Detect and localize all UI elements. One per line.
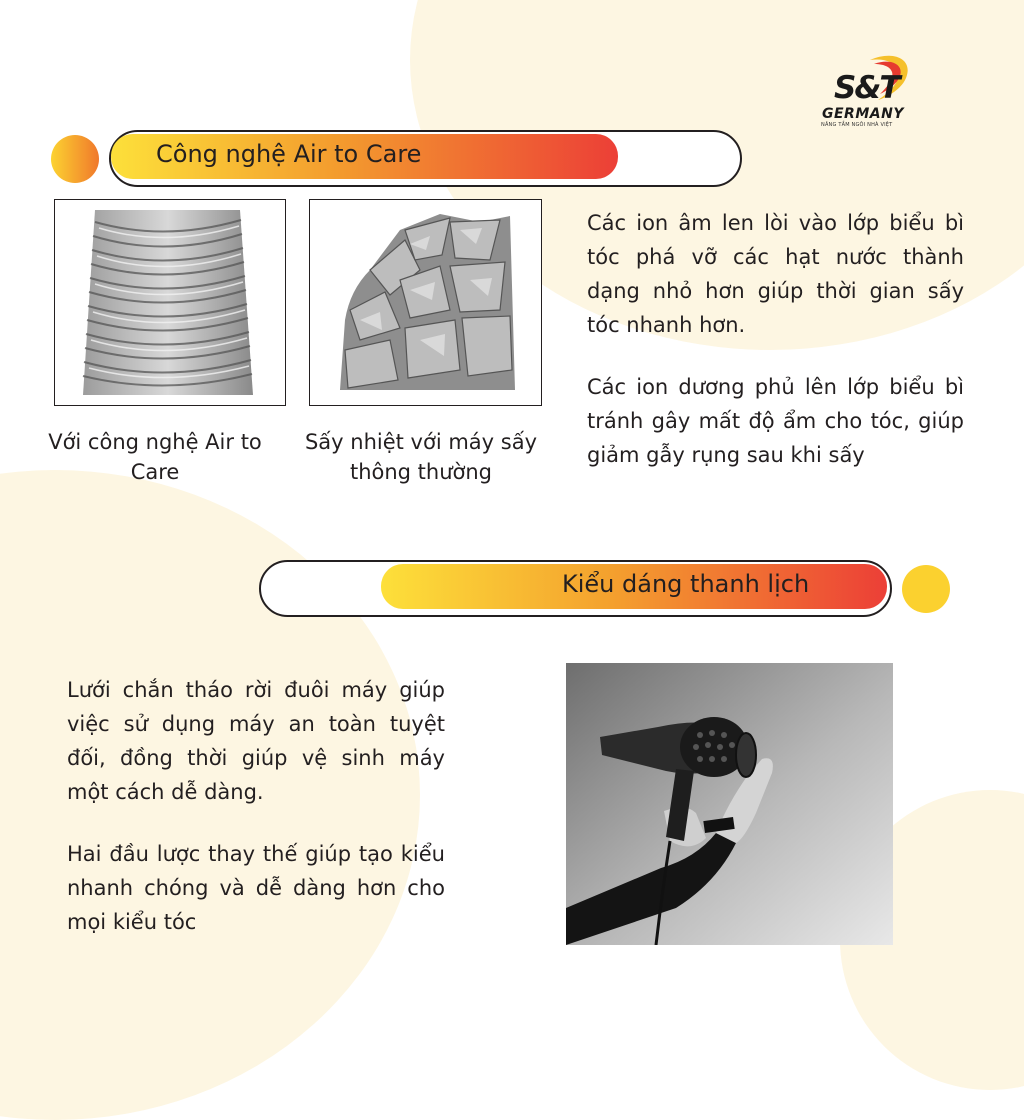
logo-wordmark: GERMANY — [822, 106, 904, 122]
decorative-dot — [51, 135, 99, 183]
section-title-elegant-design: Kiểu dáng thanh lịch — [562, 570, 810, 598]
logo-monogram: S&T — [834, 70, 899, 106]
image-caption-air-to-care: Với công nghệ Air to Care — [48, 430, 262, 484]
hair-dryer-photo — [566, 663, 893, 945]
hair-image-air-to-care — [54, 199, 286, 406]
section-title-air-to-care: Công nghệ Air to Care — [156, 140, 422, 168]
removable-filter-paragraph: Lưới chắn tháo rời đuôi máy giúp việc sử dụng máy an toàn tuyệt đối, đồng thời giúp vệ sinh máy một cách dễ dàng. — [67, 678, 445, 804]
decorative-dot — [902, 565, 950, 613]
brand-logo — [820, 52, 930, 128]
image-caption-conventional-dryer: Sấy nhiệt với máy sấy thông thường — [304, 430, 538, 484]
positive-ion-paragraph: Các ion dương phủ lên lớp biểu bì tránh gây mất độ ẩm cho tóc, giúp giảm gẫy rụng sau khi sấy — [587, 375, 964, 467]
styling-nozzle-paragraph: Hai đầu lược thay thế giúp tạo kiểu nhanh chóng và dễ dàng hơn cho mọi kiểu tóc — [67, 842, 445, 934]
logo-tagline: NÂNG TẦM NGÔI NHÀ VIỆT — [821, 122, 893, 128]
hair-image-conventional-dryer — [309, 199, 542, 406]
negative-ion-paragraph: Các ion âm len lòi vào lớp biểu bì tóc phá vỡ các hạt nước thành dạng nhỏ hơn giúp thời gian sấy tóc nhanh hơn. — [587, 211, 964, 337]
